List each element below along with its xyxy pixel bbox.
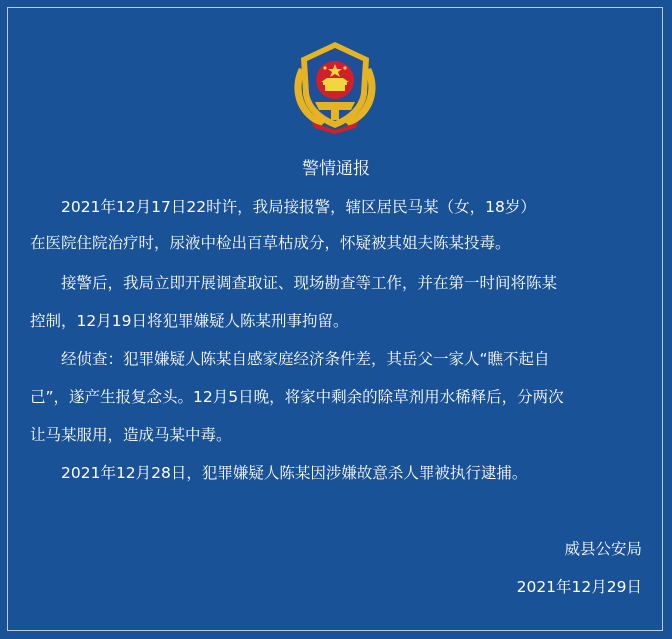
notice-line-7: 让马某服用，造成马某中毒。 [30, 426, 232, 444]
notice-title: 警情通报 [302, 159, 370, 179]
police-emblem-icon [285, 38, 385, 134]
notice-line-1: 2021年12月17日22时许，我局接报警，辖区居民马某（女，18岁） [30, 198, 536, 216]
notice-line-3: 接警后，我局立即开展调查取证、现场勘查等工作，并在第一时间将陈某 [30, 274, 558, 292]
notice-line-4: 控制，12月19日将犯罪嫌疑人陈某刑事拘留。 [30, 312, 349, 330]
notice-line-6: 己”，遂产生报复念头。12月5日晚，将家中剩余的除草剂用水稀释后，分两次 [30, 388, 564, 406]
signature-agency: 威县公安局 [564, 540, 642, 558]
notice-line-2: 在医院住院治疗时，尿液中检出百草枯成分，怀疑被其姐夫陈某投毒。 [30, 234, 511, 252]
notice-line-5: 经侦查：犯罪嫌疑人陈某自感家庭经济条件差，其岳父一家人“瞧不起自 [30, 350, 550, 368]
notice-line-8: 2021年12月28日，犯罪嫌疑人陈某因涉嫌故意杀人罪被执行逮捕。 [30, 464, 528, 482]
signature-date: 2021年12月29日 [516, 578, 642, 596]
